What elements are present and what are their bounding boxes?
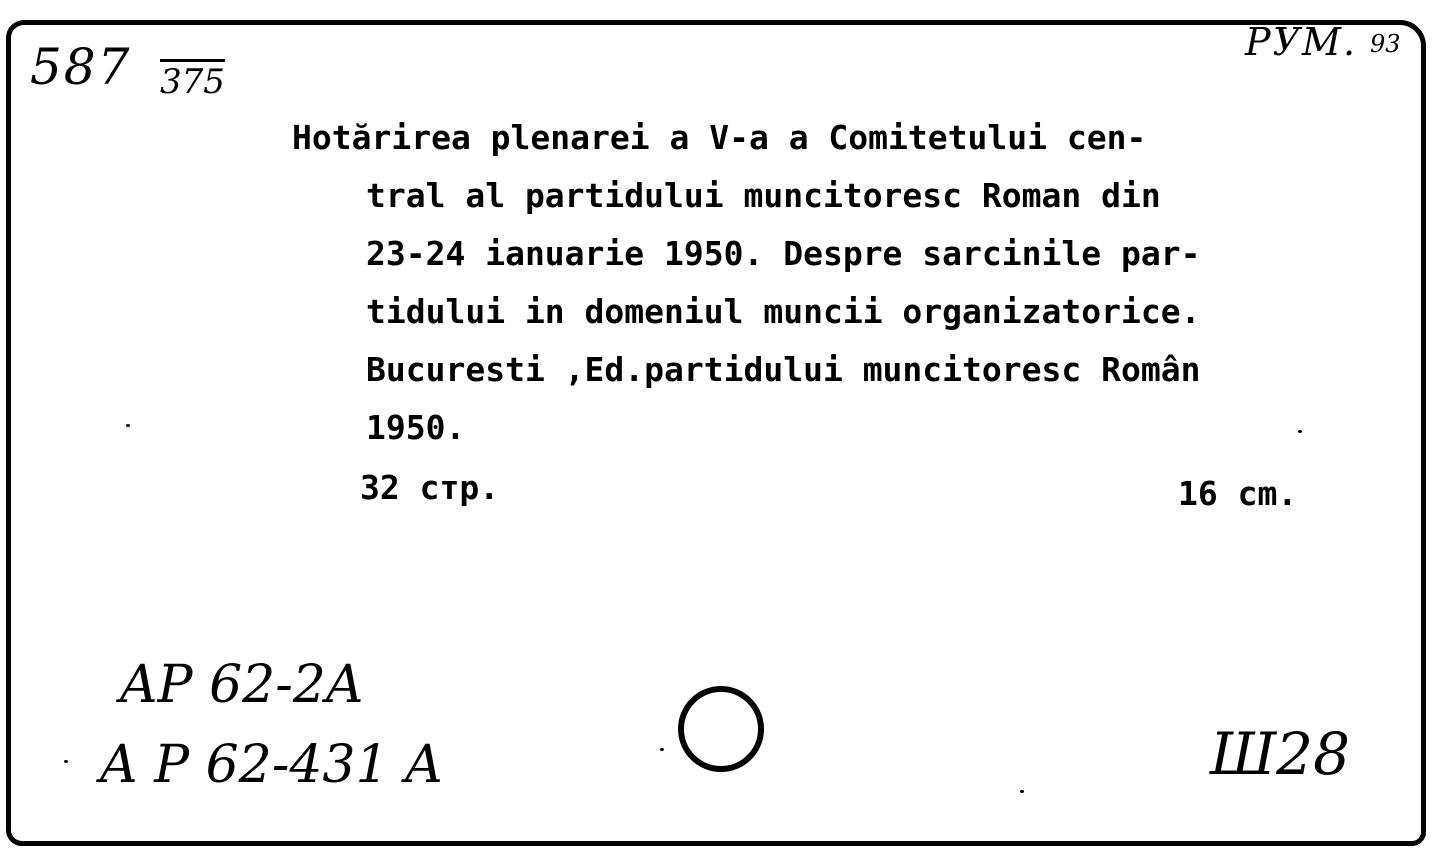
entry-line-4: tidului in domeniul muncii organizatorice. (366, 292, 1201, 331)
punch-hole (678, 686, 764, 772)
entry-line-6: 1950. (366, 408, 466, 447)
entry-line-2: tral al partidului muncitoresc Roman din (366, 176, 1161, 215)
call-number-sub: 375 (160, 62, 225, 102)
speck (1298, 430, 1302, 433)
page-count: 32 стр. (360, 468, 500, 507)
entry-line-3: 23-24 ianuarie 1950. Despre sarcinile par- (366, 234, 1201, 273)
inventory-mark: Ш28 (1210, 720, 1350, 788)
book-size: 16 cm. (1178, 474, 1298, 513)
entry-line-1: Hotărirea plenarei a V-a a Comitetului cen- (292, 118, 1147, 157)
speck (1020, 790, 1024, 793)
speck (64, 760, 68, 763)
shelf-mark-2: A P 62-431 A (100, 735, 443, 795)
call-number: 587 (30, 38, 132, 96)
shelf-mark-1: AP 62-2A (120, 655, 364, 715)
language-mark-sub: 93 (1370, 30, 1401, 58)
speck (660, 748, 664, 751)
language-mark: РУМ. (1245, 20, 1358, 64)
speck (126, 424, 130, 427)
entry-line-5: Bucuresti ,Ed.partidului muncitoresc Român (366, 350, 1201, 389)
